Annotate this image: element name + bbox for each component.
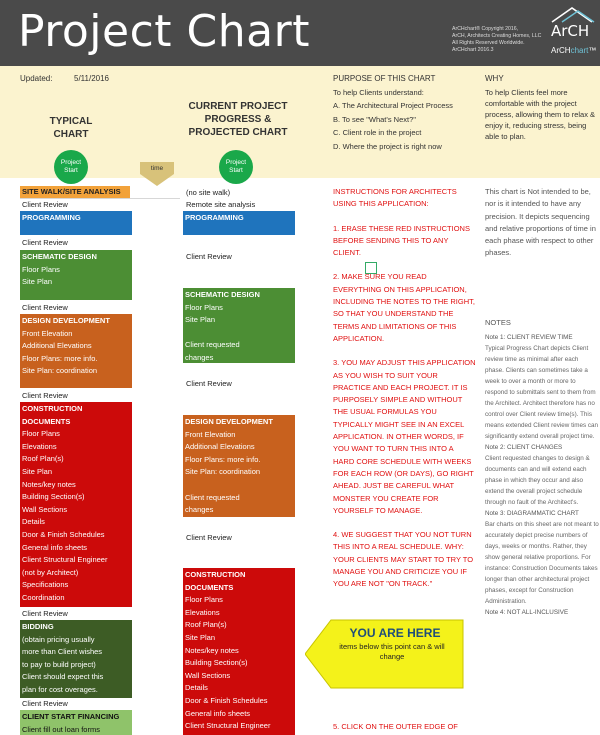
notes-list	[485, 332, 599, 618]
note-item: Note 2: CLIENT CHANGES Client requested changes to design & documents can and will extend each phase in which they occur and also extend the overall project schedule through no fault of the Architect's.	[485, 444, 590, 506]
logo-text: ArCH	[551, 22, 590, 40]
copyright-notice: ArCHchart® Copyright 2016, ArCH, Architects Creating Homes, LLC All Rights Reserved Worldwide. ArCHchart 2016.3	[452, 26, 542, 54]
bar-schematic-design: SCHEMATIC DESIGN Floor Plans Site Plan	[20, 250, 132, 300]
purpose-list	[333, 101, 453, 155]
why-title: WHY	[485, 74, 504, 83]
client-review-label: Client Review	[22, 699, 68, 708]
bar-client-start-financing: CLIENT START FINANCING Client fill out loan forms	[20, 710, 132, 735]
you-are-here-title: YOU ARE HERE	[349, 626, 441, 640]
remote-site-label: Remote site analysis	[186, 200, 256, 209]
current-progress-heading: CURRENT PROJECT PROGRESS & PROJECTED CHART	[188, 101, 288, 138]
typical-chart-heading: TYPICAL CHART	[49, 116, 93, 140]
purpose-item: C. Client role in the project	[333, 128, 422, 137]
updated-date: 5/11/2016	[74, 74, 109, 83]
no-site-walk-label: (no site walk)	[186, 188, 231, 197]
bar-current-design-development: DESIGN DEVELOPMENT Front Elevation Additional Elevations Floor Plans: more info. Site Plan: coordination Client requested changes	[183, 415, 295, 517]
note-item: Note 4: NOT ALL-INCLUSIVE	[485, 609, 569, 616]
instruction-paragraph: 5. CLICK ON THE OUTER EDGE OF	[333, 722, 458, 731]
client-review-label: Client Review	[22, 200, 68, 209]
note-item: Note 1: CLIENT REVIEW TIME Typical Progress Chart depicts Client review time as minimal after each phase. Clients can sometimes take a week to over a month or more to respond to submittals sent to them from the Architect. Architect therefore has no control over Client review time(s). This means extended Client review times can significantly extend overall project time.	[485, 334, 599, 440]
instruction-paragraph: 3. YOU MAY ADJUST THIS APPLICATION AS YOU WISH TO SUIT YOUR PRACTICE AND EACH PROJECT. IT IS PURPOSELY SIMPLE AND WITHOUT THE USUAL FORMULAS YOU TYPICALLY MIGHT SEE IN AN EXCEL APPLICATION. IN OTHER WORDS, IF YOU WANT TO TURN THIS INTO A HARD CORE SCHEDULE WITH WEEKS FOR EACH ROW (OR DAYS), GO RIGHT AHEAD. JUST BE CAREFUL WHAT MONSTER YOU CREATE FOR YOURSELF TO MANAGE.	[333, 358, 476, 515]
cell-selection-box[interactable]	[365, 262, 377, 274]
project-start-circle-current: Project Start	[219, 150, 253, 184]
disclaimer-text: This chart is Not intended to be, nor is it intended to have any precision. It depicts sequencing and relative proportions of time in each phase with respect to other phases.	[485, 187, 596, 258]
purpose-intro: To help Clients understand:	[333, 88, 424, 97]
instruction-paragraph: 1. ERASE THESE RED INSTRUCTIONS BEFORE SENDING THIS TO ANY CLIENT.	[333, 223, 470, 258]
page-title: Project Chart	[18, 6, 310, 57]
client-review-label: Client Review	[186, 252, 232, 261]
client-review-label: Client Review	[22, 303, 68, 312]
client-review-label: Client Review	[22, 391, 68, 400]
row-divider	[20, 198, 180, 199]
bar-programming: PROGRAMMING	[20, 211, 132, 235]
instruction-paragraph: 2. MAKE SURE YOU READ EVERYTHING ON THIS APPLICATION, INCLUDING THE NOTES TO THE RIGHT, SO THAT YOU UNDERSTAND THE TERMS AND LIMITATIONS OF THIS APPLICATION.	[333, 272, 475, 343]
time-label: time	[150, 165, 164, 172]
instructions-heading: INSTRUCTIONS FOR ARCHITECTS USING THIS APPLICATION:	[333, 187, 457, 209]
client-review-label: Client Review	[22, 609, 68, 618]
architect-instructions	[333, 186, 476, 603]
bar-site-walk: SITE WALK/SITE ANALYSIS	[20, 186, 130, 198]
client-review-label: Client Review	[186, 533, 232, 542]
logo-subtext: ArCHchart™	[551, 46, 597, 55]
arch-logo	[548, 2, 600, 66]
note-item: Note 3: DIAGRAMMATIC CHART Bar charts on this sheet are not meant to accurately depict precise numbers of days, weeks or months. Rather, they show general relative proportions. For instance: Construction Documents takes longer than other architectural project phases, except for Construction Administration.	[485, 510, 599, 605]
client-review-label: Client Review	[186, 379, 232, 388]
notes-title: NOTES	[485, 318, 511, 327]
bar-design-development: DESIGN DEVELOPMENT Front Elevation Additional Elevations Floor Plans: more info. Site Plan: coordination	[20, 314, 132, 388]
purpose-item: D. Where the project is right now	[333, 141, 442, 151]
project-start-circle-typical: Project Start	[54, 150, 88, 184]
you-are-here-subtitle: items below this point can & will change	[339, 642, 445, 661]
purpose-item: A. The Architectural Project Process	[333, 101, 453, 110]
why-text: To help Clients feel more comfortable with the project process, allowing them to relax & enjoy it, reducing stress, being able to plan.	[485, 88, 596, 141]
client-review-label: Client Review	[22, 238, 68, 247]
bar-bidding: BIDDING (obtain pricing usually more than Client wishes to pay to build project) Client should expect this plan for cost overages.	[20, 620, 132, 698]
bar-current-schematic: SCHEMATIC DESIGN Floor Plans Site Plan Client requested changes	[183, 288, 295, 363]
updated-label: Updated:	[20, 74, 53, 83]
bar-current-construction-documents: CONSTRUCTION DOCUMENTS Floor Plans Elevations Roof Plan(s) Site Plan Notes/key notes Building Section(s) Wall Sections Details Door & Finish Schedules General info sheets Client Structural Engineer	[183, 568, 295, 735]
bar-current-programming: PROGRAMMING	[183, 211, 295, 235]
purpose-title: PURPOSE OF THIS CHART	[333, 74, 436, 83]
instruction-paragraph: 4. WE SUGGEST THAT YOU NOT TURN THIS INTO A REAL SCHEDULE. WHY: YOUR CLIENTS MAY START TO TRY TO MANAGE YOU AND CRITICIZE YOU IF YOU ARE NOT "ON TRACK."	[333, 530, 474, 589]
bar-construction-documents: CONSTRUCTION DOCUMENTS Floor Plans Elevations Roof Plan(s) Site Plan Notes/key notes Building Section(s) Wall Sections Details Door & Finish Schedules General info sheets Client Structural Engineer (not by Architect) Specifications Coordination	[20, 402, 132, 607]
purpose-item: B. To see "What's Next?"	[333, 114, 416, 124]
